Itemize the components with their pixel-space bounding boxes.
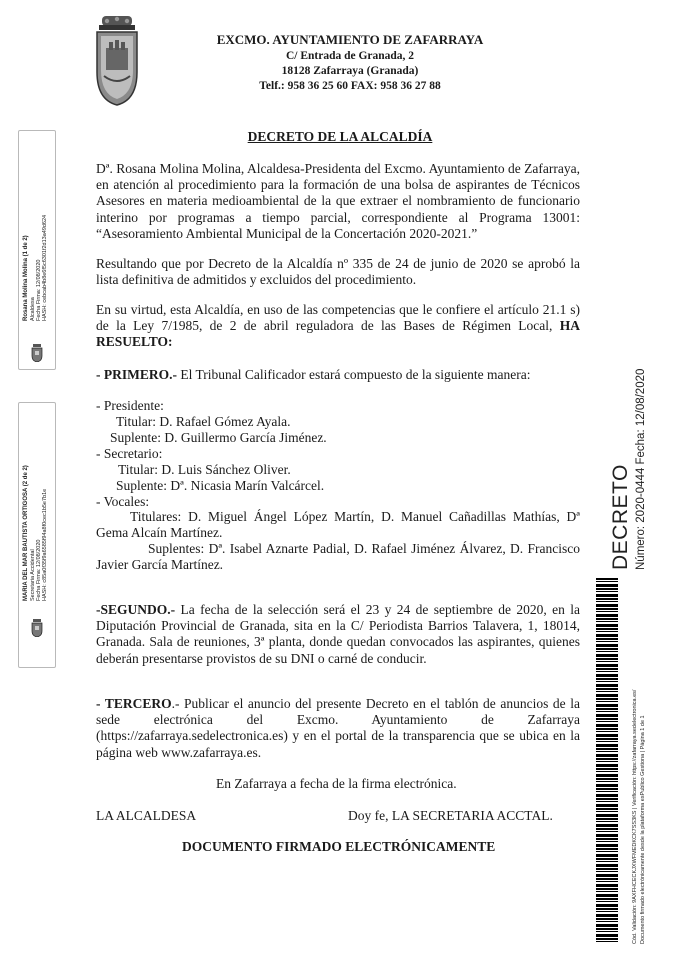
validation-barcode bbox=[596, 578, 618, 942]
signature-1-date: Fecha Firma: 12/08/2020 bbox=[36, 259, 42, 321]
org-phone: Telf.: 958 36 25 60 FAX: 958 36 27 88 bbox=[259, 80, 441, 92]
org-name: EXCMO. AYUNTAMIENTO DE ZAFARRAYA bbox=[216, 32, 484, 47]
ha-resuelto-label: HA RESUELTO: bbox=[96, 318, 580, 350]
presidente-titular: Titular: D. Rafael Gómez Ayala. bbox=[116, 414, 291, 429]
signature-2-role: Secretaria Accidental bbox=[30, 549, 36, 601]
segundo-label: -SEGUNDO.- bbox=[96, 602, 176, 617]
presidente-label: - Presidente: bbox=[96, 398, 164, 413]
signature-box-1 bbox=[18, 130, 56, 370]
page-title: DECRETO DE LA ALCALDÍA bbox=[247, 129, 433, 144]
intro-paragraph: Dª. Rosana Molina Molina, Alcaldesa-Presidenta del Excmo. Ayuntamiento de Zafarraya, en atención al procedimiento para la formación de una bolsa de aspirantes de Técnicos Asesores en materia medioambiental de la que extraer el nombramiento de funcionario interino por programas a tiempo parcial, correspondiente al Programa 13001: “Asesoramiento Ambiental Municipal de la Concertación 2020-2021.” bbox=[96, 161, 580, 241]
vocales-titulares: Titulares: D. Miguel Ángel López Martín, D. Manuel Cañadillas Mathías, Dª Gema Alcaín Martínez. bbox=[96, 509, 580, 541]
primero-text: El Tribunal Calificador estará compuesto de la siguiente manera: bbox=[180, 367, 531, 382]
primero-paragraph bbox=[96, 367, 531, 383]
tercero-label: - TERCERO bbox=[96, 696, 172, 711]
secretario-suplente: Suplente: Dª. Nicasia Marín Valcárcel. bbox=[116, 478, 325, 493]
org-address: C/ Entrada de Granada, 2 bbox=[285, 50, 415, 62]
tercero-paragraph bbox=[96, 696, 580, 761]
decree-label: DECRETO bbox=[609, 464, 632, 570]
primero-label: - PRIMERO.- bbox=[96, 367, 177, 382]
coat-of-arms-icon bbox=[94, 14, 140, 106]
resultando-paragraph: Resultando que por Decreto de la Alcaldía nº 335 de 24 de junio de 2020 se aprobó la lista definitiva de admitidos y excluidos del procedimiento. bbox=[96, 256, 580, 288]
sign-left: LA ALCALDESA bbox=[96, 808, 197, 823]
secretario-label: - Secretario: bbox=[96, 446, 163, 461]
secretario-titular: Titular: D. Luis Sánchez Oliver. bbox=[118, 462, 291, 477]
segundo-text: La fecha de la selección será el 23 y 24 de septiembre de 2020, en la Diputación Provincial de Granada, sita en la C/ Periodista Barrios Talavera, 1, 18014, Granada. Sala de reuniones, 3ª planta, donde quedan convocados las aspirantes, quienes deberán presentarse provistos de su DNI o carné de conducir. bbox=[96, 602, 581, 666]
en-su-virtud-text: En su virtud, esta Alcaldía, en uso de las competencias que le confiere el artículo 21.1 s) de la Ley 7/1985, de 2 de abril reguladora de las Bases de Régimen Local, bbox=[96, 302, 580, 334]
validation-line-2: Documento firmado electrónicamente desde la plataforma esPublico Gestiona | Página 1 de 1 bbox=[640, 715, 646, 944]
signature-2-name: MARIA DEL MAR BAUTISTA ORTIGOSA (2 de 2) bbox=[23, 465, 29, 601]
signature-1-role: Alcaldesa bbox=[30, 297, 36, 321]
signature-1-hash: HASH: cebcab4b8e6f5c6301f2d13a49d624 bbox=[42, 214, 48, 321]
sign-right: Doy fe, LA SECRETARIA ACCTAL. bbox=[348, 808, 553, 823]
vocales-label: - Vocales: bbox=[96, 494, 150, 509]
signature-box-2 bbox=[18, 402, 56, 668]
org-city: 18128 Zafarraya (Granada) bbox=[281, 65, 419, 77]
tercero-text: .- Publicar el anuncio del presente Decreto en el tablón de anuncios de la sede electrónica del Excmo. Ayuntamiento de Zafarraya (https://zafarraya.sedelectronica.es) y en el portal de la transparencia que se ubica en la página web www.zafarraya.es. bbox=[96, 696, 580, 760]
closing-line: En Zafarraya a fecha de la firma electrónica. bbox=[216, 776, 457, 791]
en-su-virtud-paragraph bbox=[96, 302, 580, 351]
segundo-paragraph bbox=[96, 602, 580, 667]
signature-2-hash: HASH: c85a0f35f9a6585f94a8f0cec1b5e7b1e bbox=[42, 488, 48, 601]
vocales-suplentes: Suplentes: Dª. Isabel Aznarte Padial, D. Rafael Jiménez Álvarez, D. Francisco Javier García Martínez. bbox=[96, 541, 580, 573]
signed-footer: DOCUMENTO FIRMADO ELECTRÓNICAMENTE bbox=[182, 839, 496, 854]
signature-2-date: Fecha Firma: 12/08/2020 bbox=[36, 539, 42, 601]
decree-number-date: Número: 2020-0444 Fecha: 12/08/2020 bbox=[635, 368, 647, 570]
signature-1-name: Rosana Molina Molina (1 de 2) bbox=[23, 235, 29, 321]
seal-icon bbox=[31, 344, 43, 362]
seal-icon bbox=[31, 619, 43, 637]
validation-line-1: Cód. Validación: 9AXFHCECKJXWFMEDKCK7SS3KS | Verificación: https://zafarraya.sedelectronica.es/ bbox=[632, 689, 638, 944]
presidente-suplente: Suplente: D. Guillermo García Jiménez. bbox=[110, 430, 327, 445]
